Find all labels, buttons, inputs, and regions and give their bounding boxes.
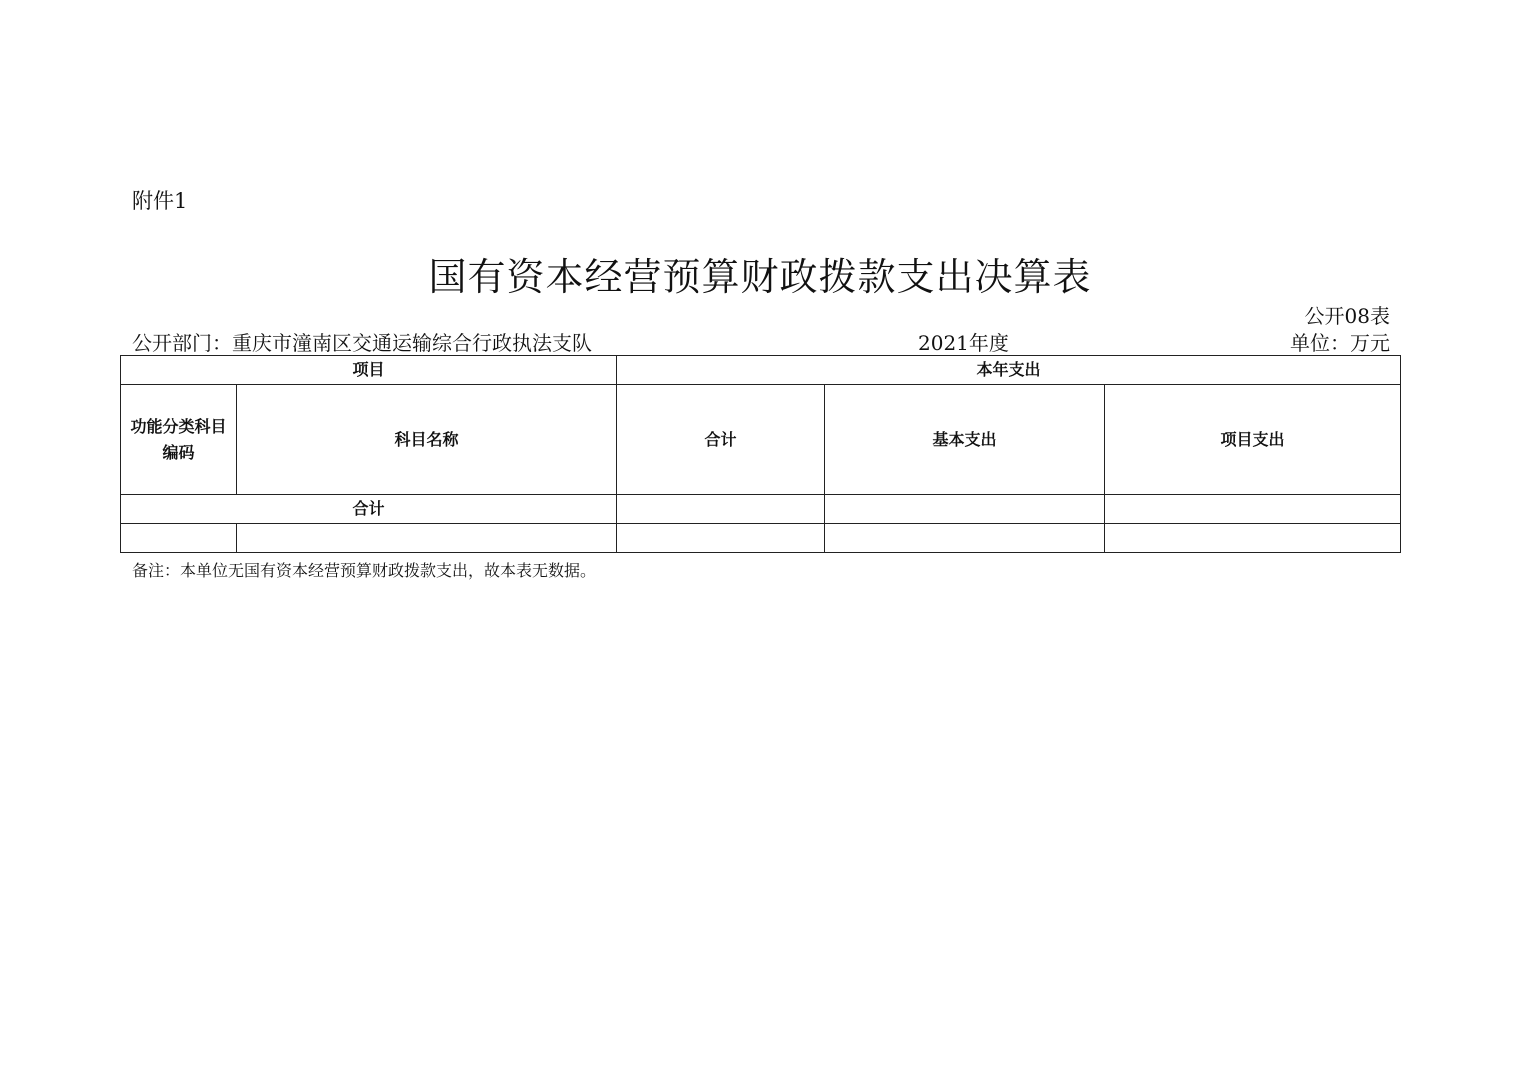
header-project-expenditure: 项目支出 <box>1105 385 1401 495</box>
row-function-code <box>121 524 237 553</box>
row-subject-name <box>237 524 617 553</box>
attachment-label: 附件1 <box>132 189 188 213</box>
total-row <box>121 495 1401 524</box>
header-item: 项目 <box>121 356 617 385</box>
header-subject-name: 科目名称 <box>237 385 617 495</box>
fiscal-year: 2021年度 <box>918 331 1009 355</box>
department-label: 公开部门：重庆市潼南区交通运输综合行政执法支队 <box>132 331 592 355</box>
group-header-row <box>121 356 1401 385</box>
total-row-label: 合计 <box>121 495 617 524</box>
header-total: 合计 <box>617 385 825 495</box>
unit-label: 单位：万元 <box>1290 331 1390 355</box>
column-header-row <box>121 385 1401 495</box>
table-number: 公开08表 <box>1304 304 1390 328</box>
total-row-basic <box>825 495 1105 524</box>
row-project-expenditure <box>1105 524 1401 553</box>
header-function-code: 功能分类科目编码 <box>121 385 237 495</box>
footnote: 备注：本单位无国有资本经营预算财政拨款支出，故本表无数据。 <box>132 561 597 580</box>
table-row <box>121 524 1401 553</box>
budget-table <box>120 355 1401 553</box>
row-basic-expenditure <box>825 524 1105 553</box>
header-basic-expenditure: 基本支出 <box>825 385 1105 495</box>
header-current-year-expenditure: 本年支出 <box>617 356 1401 385</box>
page-title: 国有资本经营预算财政拨款支出决算表 <box>428 255 1092 299</box>
total-row-total <box>617 495 825 524</box>
total-row-project <box>1105 495 1401 524</box>
row-total <box>617 524 825 553</box>
